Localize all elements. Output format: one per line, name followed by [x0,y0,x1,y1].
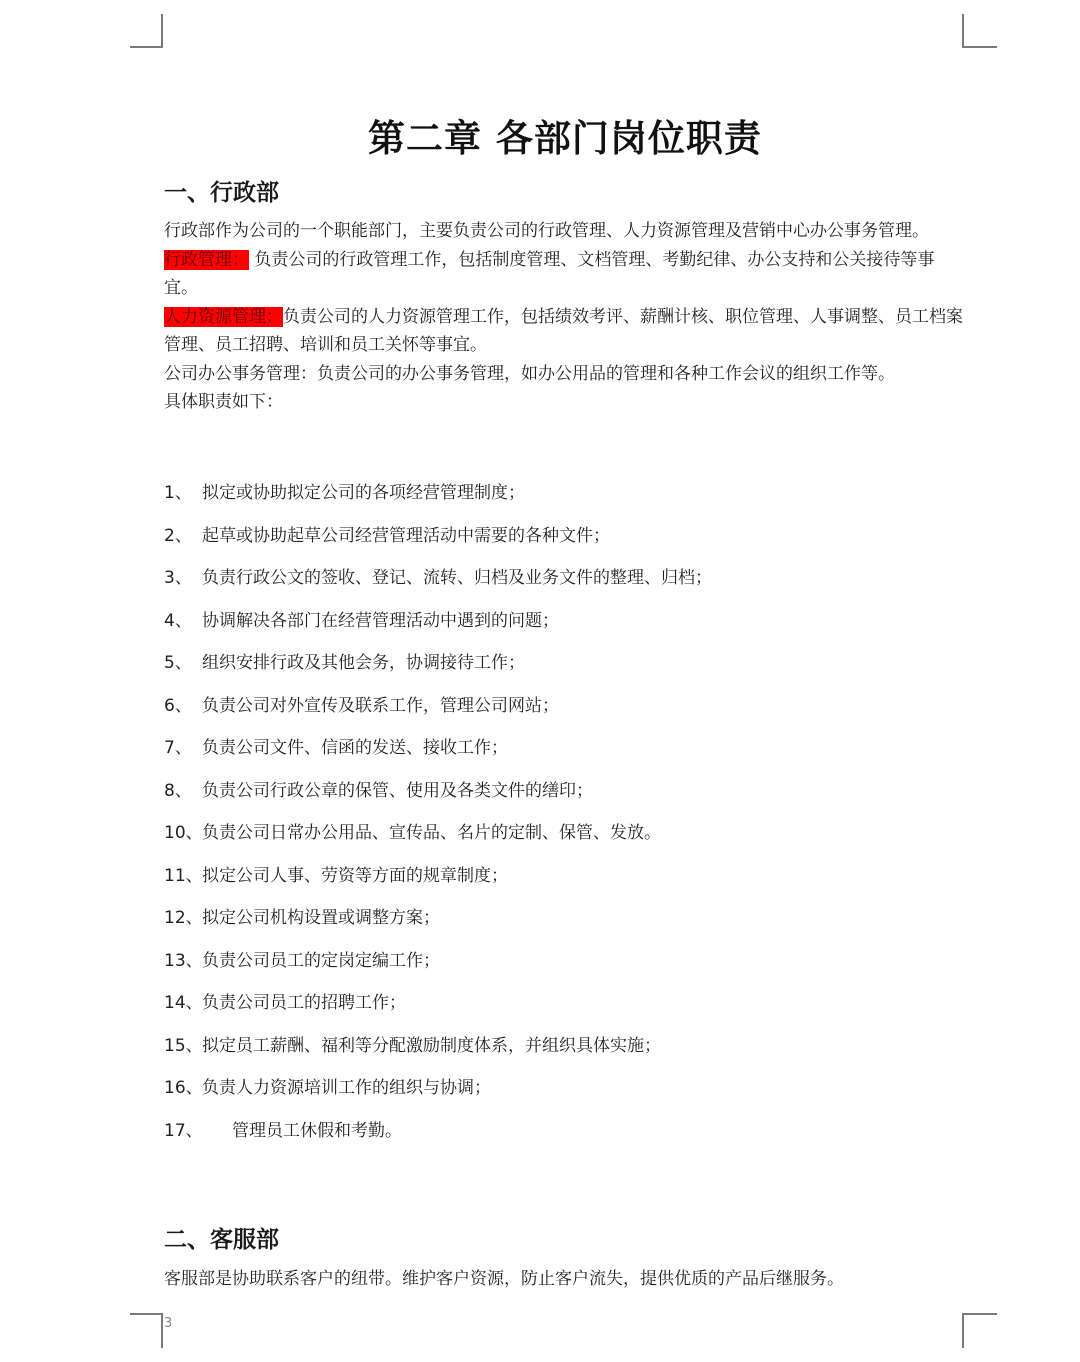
list-text: 起草或协助起草公司经营管理活动中需要的各种文件； [202,525,610,546]
crop-mark-bottom-right-h [962,1313,997,1315]
list-number: 17、 [164,1120,203,1141]
list-number: 1、 [164,483,192,503]
list-text: 负责人力资源培训工作的组织与协调； [202,1078,491,1098]
highlight-label-hr: 人力资源管理： [164,306,283,327]
duties-heading: 具体职责如下： [164,392,283,412]
list-text: 负责公司员工的定岗定编工作； [202,950,440,971]
list-item [164,733,964,776]
list-item [164,521,964,564]
list-text: 负责公司员工的招聘工作； [202,993,406,1013]
list-text: 负责公司对外宣传及联系工作，管理公司网站； [202,695,559,716]
section-heading-admin: 一、行政部 [164,180,279,206]
admin-item-text: 负责公司的人力资源管理工作，包括绩效考评、薪酬计核、职位管理、人事调整、员工档案管理、员工招聘、培训和员工关怀等事宜。 [164,306,963,355]
admin-item-hr [164,303,964,360]
list-item [164,1116,964,1159]
list-number: 6、 [164,695,192,716]
crop-mark-top-right-h [962,46,997,48]
list-text: 负责公司行政公章的保管、使用及各类文件的缮印； [202,780,593,801]
section-heading-customer-service: 二、客服部 [164,1227,279,1253]
list-number: 12、 [164,908,203,928]
list-item [164,776,964,819]
customer-service-intro: 客服部是协助联系客户的纽带。维护客户资源，防止客户流失，提供优质的产品后继服务。 [164,1269,844,1289]
duties-list [164,478,964,1158]
crop-mark-bottom-right-v [962,1313,964,1348]
admin-item-text: 负责公司的行政管理工作，包括制度管理、文档管理、考勤纪律、办公支持和公关接待等事宜。 [164,249,935,298]
list-item [164,988,964,1031]
label-office-affairs: 公司办公事务管理： [164,363,317,384]
list-number: 8、 [164,780,192,801]
list-number: 2、 [164,525,192,546]
list-text: 拟定公司机构设置或调整方案； [202,908,440,928]
list-number: 4、 [164,610,192,631]
admin-item-administration [164,246,964,303]
list-item [164,903,964,946]
list-item [164,1031,964,1074]
admin-section-body [164,217,964,417]
chapter-title: 第二章 各部门岗位职责 [368,117,762,160]
list-text: 组织安排行政及其他会务，协调接待工作； [202,653,525,673]
list-item [164,1073,964,1116]
list-text: 负责公司日常办公用品、宣传品、名片的定制、保管、发放。 [202,823,661,843]
list-number: 3、 [164,568,192,588]
list-number: 15、 [164,1035,203,1056]
page-number: 3 [164,1316,173,1331]
list-item [164,606,964,649]
list-item [164,818,964,861]
list-number: 7、 [164,738,192,758]
list-text: 拟定员工薪酬、福利等分配激励制度体系，并组织具体实施； [202,1035,661,1056]
list-number: 10、 [164,823,203,843]
list-text: 负责公司文件、信函的发送、接收工作； [202,738,508,758]
list-number: 16、 [164,1078,203,1098]
admin-intro: 行政部作为公司的一个职能部门，主要负责公司的行政管理、人力资源管理及营销中心办公事务管理。 [164,221,929,241]
list-item [164,478,964,521]
list-item [164,946,964,989]
list-text: 拟定公司人事、劳资等方面的规章制度； [202,865,508,886]
list-number: 5、 [164,653,192,673]
list-number: 14、 [164,993,203,1013]
list-text: 负责行政公文的签收、登记、流转、归档及业务文件的整理、归档； [202,568,712,588]
list-item [164,691,964,734]
list-item [164,563,964,606]
crop-mark-bottom-left-h [130,1313,163,1315]
list-text: 协调解决各部门在经营管理活动中遇到的问题； [202,610,559,631]
list-text: 管理员工休假和考勤。 [232,1120,402,1141]
list-number: 13、 [164,950,203,971]
crop-mark-bottom-left-v [161,1313,163,1348]
crop-mark-top-right-v [962,14,964,48]
admin-item-text: 负责公司的办公事务管理，如办公用品的管理和各种工作会议的组织工作等。 [317,363,895,384]
admin-item-office-affairs [164,360,964,389]
highlight-label-administration: 行政管理： [164,249,249,270]
list-item [164,861,964,904]
list-item [164,648,964,691]
crop-mark-top-left-h [130,46,163,48]
list-text: 拟定或协助拟定公司的各项经营管理制度； [202,483,525,503]
crop-mark-top-left-v [161,14,163,48]
list-number: 11、 [164,865,203,886]
